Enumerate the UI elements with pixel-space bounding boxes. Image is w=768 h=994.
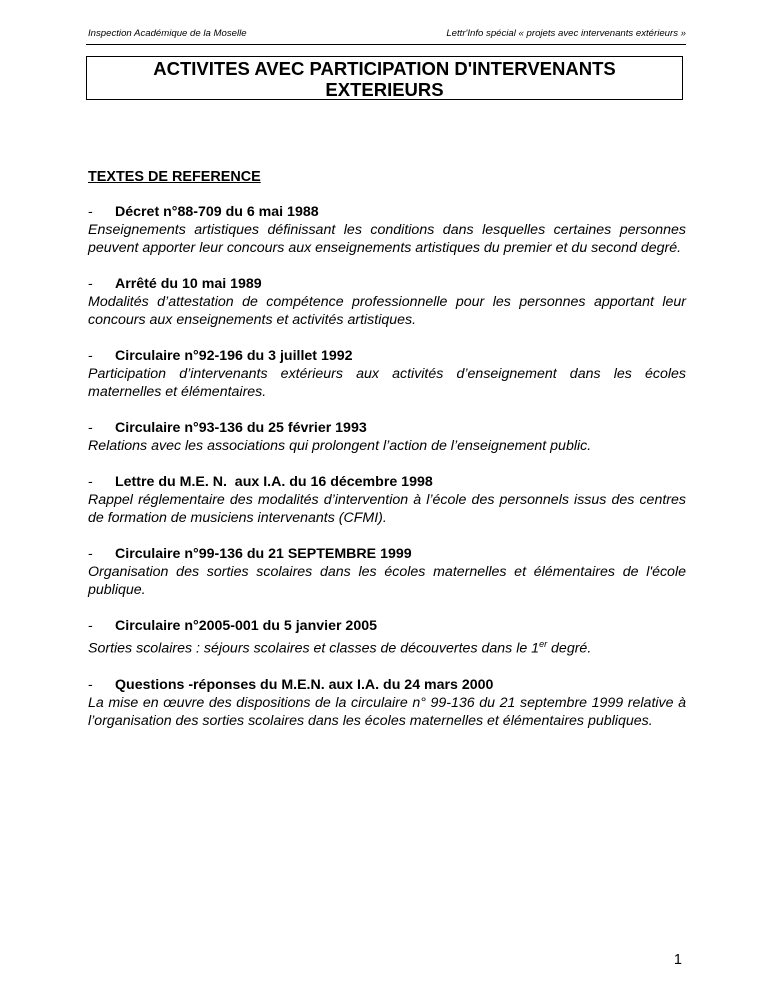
reference-heading xyxy=(88,275,686,293)
reference-heading xyxy=(88,203,686,221)
reference-description-text-end: degré. xyxy=(547,640,592,657)
reference-description xyxy=(88,635,686,658)
section-title: TEXTES DE REFERENCE xyxy=(88,169,261,185)
reference-heading-text: Circulaire n°99-136 du 21 SEPTEMBRE 1999 xyxy=(115,546,412,562)
header-divider xyxy=(86,44,686,45)
header-right-text: Lettr'Info spécial « projets avec intervenants extérieurs » xyxy=(446,28,686,39)
reference-item xyxy=(88,203,686,257)
list-dash: - xyxy=(88,276,93,292)
reference-heading xyxy=(88,347,686,365)
reference-heading xyxy=(88,617,686,635)
title-line-1: ACTIVITES AVEC PARTICIPATION D'INTERVENANTS xyxy=(153,58,616,79)
reference-description: Enseignements artistiques définissant les conditions dans lesquelles certaines personnes peuvent apporter leur concours aux enseignements artistiques du premier et du second degré. xyxy=(88,222,686,256)
reference-description: Participation d’intervenants extérieurs aux activités d’enseignement dans les écoles maternelles et élémentaires. xyxy=(88,366,686,400)
reference-item xyxy=(88,419,686,455)
reference-description: La mise en œuvre des dispositions de la circulaire n° 99-136 du 21 septembre 1999 relative à l’organisation des sorties scolaires dans les écoles maternelles et élémentaires publiques. xyxy=(88,694,686,729)
reference-heading xyxy=(88,545,686,563)
reference-item xyxy=(88,676,686,730)
reference-heading xyxy=(88,473,686,491)
header-left-text: Inspection Académique de la Moselle xyxy=(88,28,247,39)
list-dash: - xyxy=(88,546,93,562)
reference-description: Modalités d’attestation de compétence professionnelle pour les personnes apportant leur concours aux enseignements et activités artistiques. xyxy=(88,294,686,328)
reference-description-text: Sorties scolaires : séjours scolaires et classes de découvertes dans le 1 xyxy=(88,640,540,657)
page-header xyxy=(88,28,686,42)
list-dash: - xyxy=(88,204,93,220)
list-dash: - xyxy=(88,618,93,634)
page-number: 1 xyxy=(673,952,682,968)
list-dash: - xyxy=(88,676,93,693)
reference-heading-text: Arrêté du 10 mai 1989 xyxy=(115,276,262,292)
reference-item xyxy=(88,275,686,329)
reference-heading xyxy=(88,419,686,437)
reference-description: Rappel réglementaire des modalités d’intervention à l’école des personnels issus des centres de formation de musiciens intervenants (CFMI). xyxy=(88,492,686,526)
list-dash: - xyxy=(88,348,93,364)
reference-item xyxy=(88,473,686,527)
ordinal-superscript: er xyxy=(539,639,548,649)
reference-heading xyxy=(88,676,686,694)
reference-list xyxy=(88,203,686,748)
reference-description: Organisation des sorties scolaires dans les écoles maternelles et élémentaires de l'école publique. xyxy=(88,564,686,598)
list-dash: - xyxy=(88,420,93,436)
reference-item xyxy=(88,617,686,658)
reference-heading-text: Décret n°88-709 du 6 mai 1988 xyxy=(115,204,319,220)
reference-heading-text: Questions -réponses du M.E.N. aux I.A. du 24 mars 2000 xyxy=(115,676,494,693)
reference-item xyxy=(88,545,686,599)
reference-description: Relations avec les associations qui prolongent l’action de l’enseignement public. xyxy=(88,438,592,454)
document-title xyxy=(86,56,683,100)
reference-item xyxy=(88,347,686,401)
title-line-2: EXTERIEURS xyxy=(325,79,444,100)
reference-heading-text: Circulaire n°92-196 du 3 juillet 1992 xyxy=(115,348,353,364)
reference-heading-text: Circulaire n°93-136 du 25 février 1993 xyxy=(115,420,367,436)
reference-heading-text: Lettre du M.E. N. aux I.A. du 16 décembre 1998 xyxy=(115,474,433,490)
list-dash: - xyxy=(88,474,93,490)
reference-heading-text: Circulaire n°2005-001 du 5 janvier 2005 xyxy=(115,618,377,634)
